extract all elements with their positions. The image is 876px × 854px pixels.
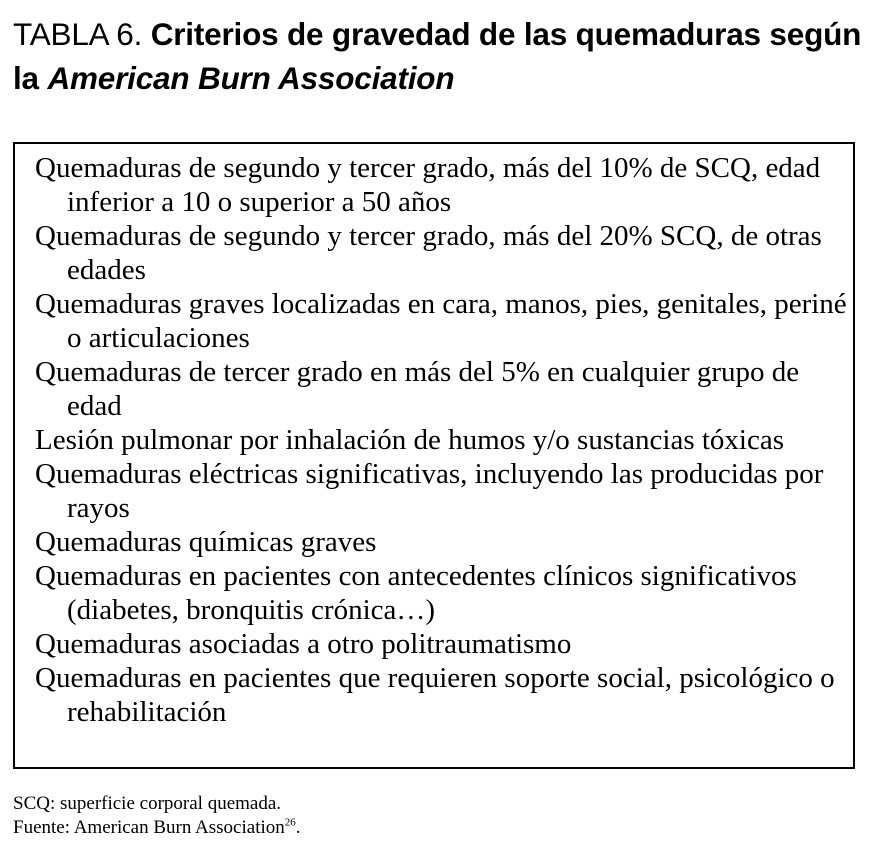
table-number-label: TABLA 6. <box>13 16 143 52</box>
table-title-text: Criterios de gravedad de las quemaduras según la <box>13 16 862 96</box>
source-note <box>13 816 301 840</box>
criteria-list <box>15 144 853 729</box>
table-title-organization: American Burn Association <box>47 60 455 96</box>
table-footnotes <box>13 792 301 840</box>
criteria-item: Quemaduras en pacientes con antecedentes clínicos significativos (diabetes, bronquitis crónica…) <box>35 560 797 626</box>
criteria-item: Quemaduras químicas graves <box>35 526 377 558</box>
source-text: Fuente: American Burn Association <box>13 817 285 838</box>
criteria-item: Quemaduras de segundo y tercer grado, más del 20% SCQ, de otras edades <box>35 220 822 286</box>
criteria-item: Quemaduras de segundo y tercer grado, más del 10% de SCQ, edad inferior a 10 o superior a 50 años <box>35 152 821 218</box>
source-end: . <box>295 817 301 838</box>
criteria-item: Quemaduras graves localizadas en cara, manos, pies, genitales, periné o articulaciones <box>35 288 847 354</box>
reference-number: 26 <box>284 816 296 829</box>
criteria-item: Quemaduras de tercer grado en más del 5% en cualquier grupo de edad <box>35 356 800 422</box>
criteria-item: Lesión pulmonar por inhalación de humos y/o sustancias tóxicas <box>35 424 785 456</box>
criteria-table <box>13 142 855 769</box>
criteria-item: Quemaduras eléctricas significativas, incluyendo las producidas por rayos <box>35 458 824 524</box>
abbreviation-note: SCQ: superficie corporal quemada. <box>13 793 282 814</box>
table-title <box>13 12 863 100</box>
criteria-item: Quemaduras en pacientes que requieren soporte social, psicológico o rehabilitación <box>35 662 835 728</box>
criteria-item: Quemaduras asociadas a otro politraumatismo <box>35 628 572 660</box>
